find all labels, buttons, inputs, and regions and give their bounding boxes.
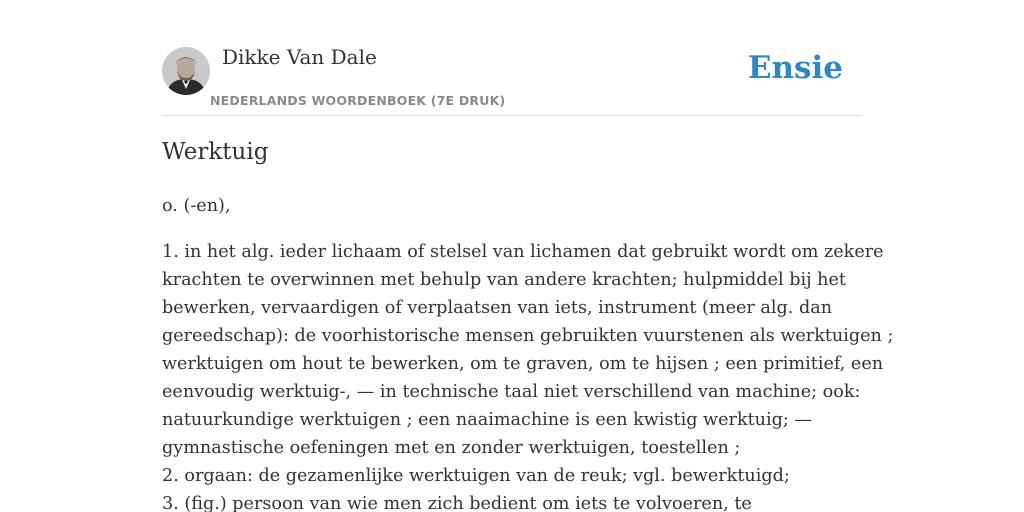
definition-line: gereedschap): de voorhistorische mensen gebruikten vuurstenen als werktuigen ; xyxy=(162,326,894,346)
grammar-info: o. (-en), xyxy=(162,196,231,216)
entry-body xyxy=(162,192,894,512)
definition-line: 1. in het alg. ieder lichaam of stelsel van lichamen dat gebruikt wordt om zekere xyxy=(162,242,884,262)
definition-line: 3. (fig.) persoon van wie men zich bedient om iets te volvoeren, te xyxy=(162,494,752,512)
portrait-image xyxy=(162,47,210,95)
entry-title: Werktuig xyxy=(162,139,269,165)
definition-line: werktuigen om hout te bewerken, om te graven, om te hijsen ; een primitief, een xyxy=(162,354,884,374)
definition-line: gymnastische oefeningen met en zonder werktuigen, toestellen ; xyxy=(162,438,741,458)
brand-logo[interactable]: Ensie xyxy=(747,50,843,86)
entry-header xyxy=(162,44,862,116)
definition-line: krachten te overwinnen met behulp van andere krachten; hulpmiddel bij het xyxy=(162,270,846,290)
definition-line: natuurkundige werktuigen ; een naaimachine is een kwistig werktuig; — xyxy=(162,410,813,430)
definition-line: eenvoudig werktuig-, — in technische taal niet verschillend van machine; ook: xyxy=(162,382,861,402)
author-avatar[interactable] xyxy=(162,47,210,95)
definition-line: bewerken, vervaardigen of verplaatsen van iets, instrument (meer alg. dan xyxy=(162,298,833,318)
definition-line: 2. orgaan: de gezamenlijke werktuigen van de reuk; vgl. bewerktuigd; xyxy=(162,466,790,486)
source-title[interactable]: NEDERLANDS WOORDENBOEK (7E DRUK) xyxy=(210,93,506,108)
author-name[interactable]: Dikke Van Dale xyxy=(222,45,377,69)
